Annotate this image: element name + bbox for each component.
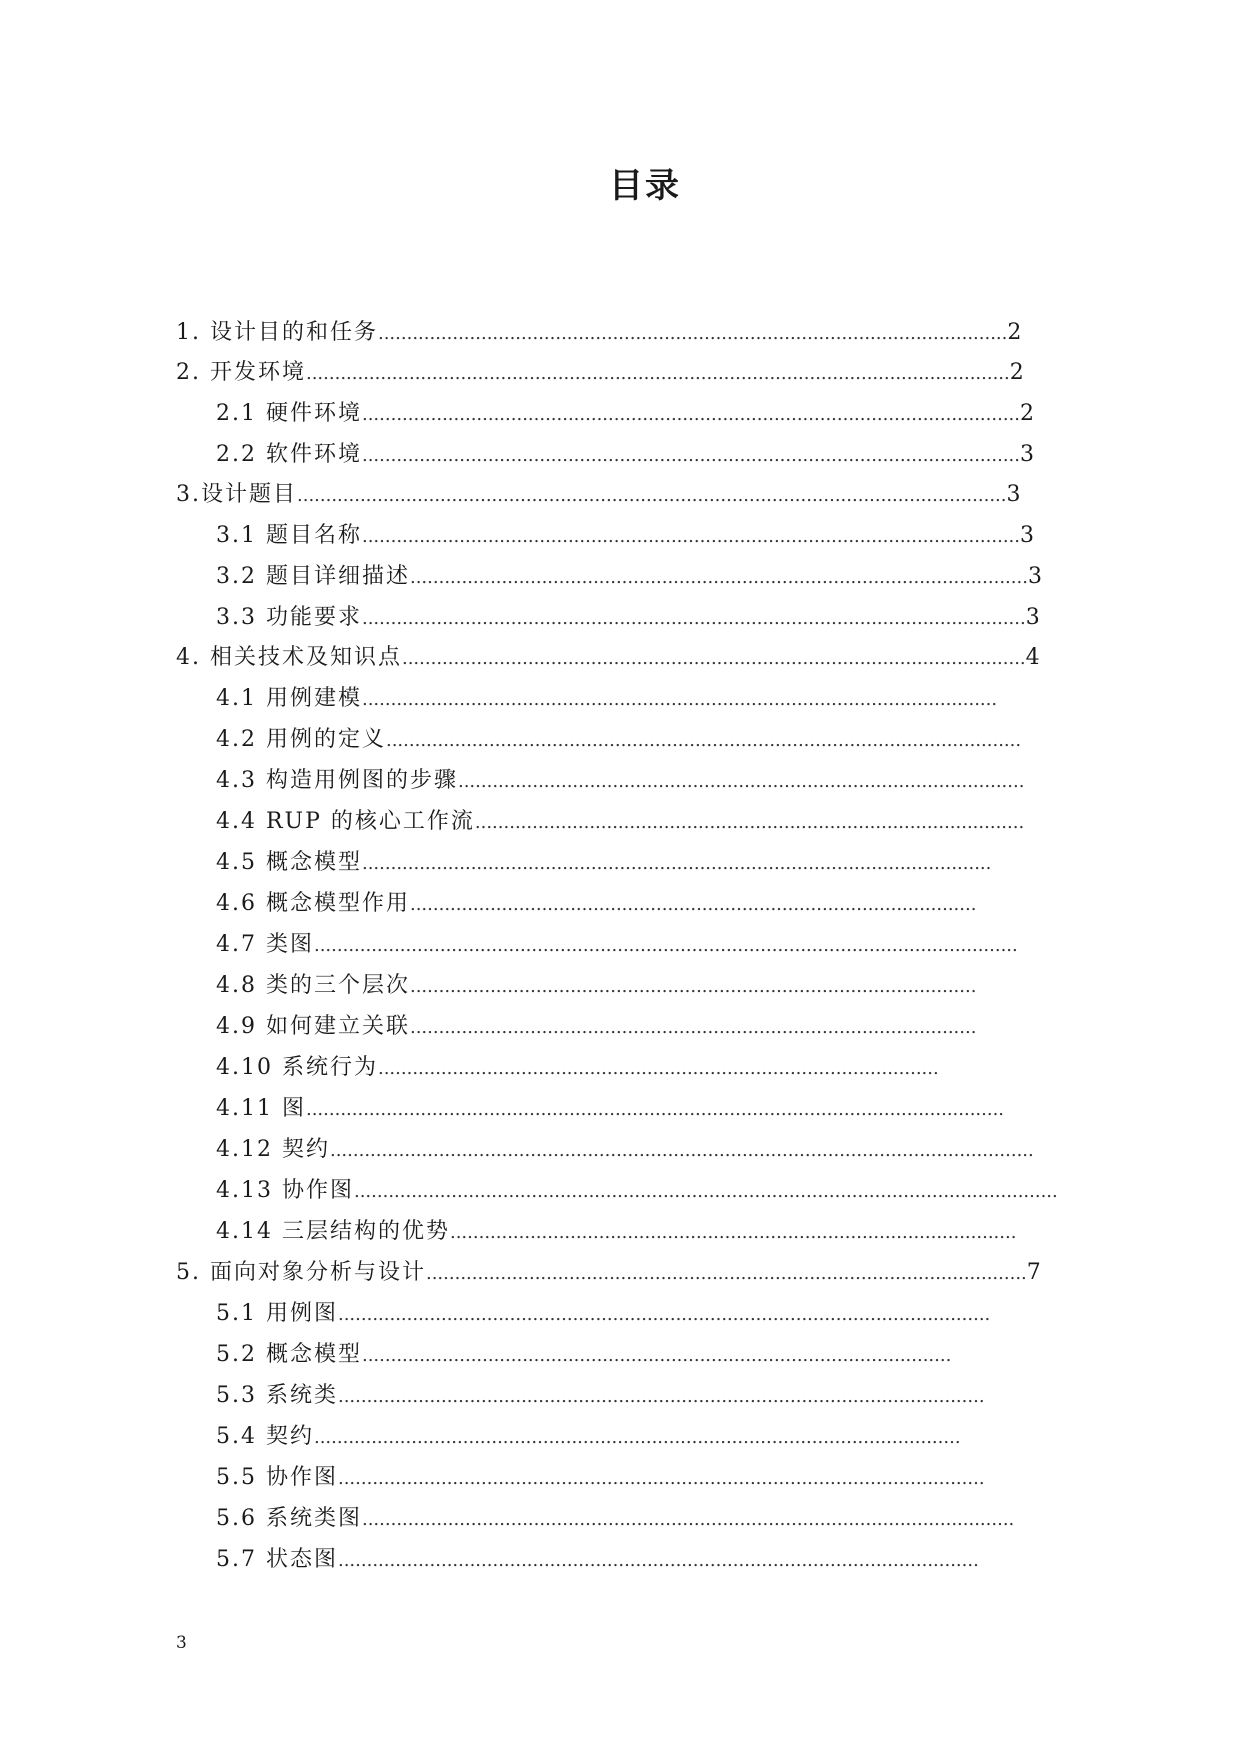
toc-entry[interactable] (176, 1258, 1072, 1288)
toc-entry[interactable] (216, 684, 1030, 714)
toc-leader-dots: ............................................................................................................... (361, 689, 998, 710)
toc-entry-page: 2 (1009, 360, 1024, 385)
page-number: 3 (176, 1633, 187, 1653)
toc-leader-dots: ........................................................................................................................... (313, 935, 1018, 956)
toc-entry-label: 3.3 功能要求 (216, 605, 362, 630)
toc-leader-dots: ................................................................................................................. (337, 1386, 985, 1407)
toc-entry-label: 4.10 系统行为 (216, 1055, 378, 1080)
toc-leader-dots: ................................................................................................... (449, 1222, 1017, 1243)
toc-entry-label: 4.1 用例建模 (216, 686, 362, 711)
toc-entry[interactable] (216, 1176, 1096, 1206)
toc-leader-dots: ........................................................................................................................... (329, 1140, 1034, 1161)
toc-entry[interactable] (176, 358, 1060, 388)
toc-leader-dots: ............................................................................................................ (409, 567, 1028, 588)
toc-leader-dots: ................................................................................................................... (361, 404, 1020, 425)
toc-leader-dots: ........................................................................................................................... (353, 1181, 1058, 1202)
toc-entry[interactable] (216, 1545, 1012, 1575)
toc-entry-label: 5.2 概念模型 (216, 1342, 362, 1367)
toc-entry-label: 4.8 类的三个层次 (216, 973, 410, 998)
toc-entry-label: 5.4 契约 (216, 1424, 314, 1449)
toc-entry-page: 3 (1019, 523, 1034, 548)
toc-entry-label: 4.5 概念模型 (216, 850, 362, 875)
toc-entry[interactable] (216, 725, 1056, 755)
toc-leader-dots: ................................................................................................................... (361, 445, 1020, 466)
toc-entry-label: 4.6 概念模型作用 (216, 891, 410, 916)
toc-leader-dots: ................................................................................................... (409, 894, 977, 915)
toc-entry[interactable] (176, 318, 1052, 348)
toc-entry[interactable] (216, 521, 1066, 551)
toc-entry-label: 4.2 用例的定义 (216, 727, 386, 752)
toc-entry-label: 5.5 协作图 (216, 1465, 338, 1490)
toc-leader-dots: ................................................................................................................ (337, 1550, 979, 1571)
toc-title: 目录 (609, 166, 681, 206)
toc-entry[interactable] (216, 971, 1006, 1001)
toc-entry[interactable] (216, 889, 1006, 919)
toc-entry[interactable] (216, 1504, 1046, 1534)
toc-entry[interactable] (216, 1381, 1020, 1411)
toc-leader-dots: ............................................................................................................. (401, 648, 1026, 669)
toc-leader-dots: .................................................................................................................. (337, 1304, 991, 1325)
toc-entry[interactable] (216, 930, 1056, 960)
toc-entry-page: 3 (1027, 564, 1042, 589)
toc-entry-label: 4.9 如何建立关联 (216, 1014, 410, 1039)
toc-entry-label: 4.3 构造用例图的步骤 (216, 768, 458, 793)
toc-entry[interactable] (216, 848, 1024, 878)
toc-entry-label: 2.2 软件环境 (216, 442, 362, 467)
toc-leader-dots: ................................................................................................................. (313, 1427, 961, 1448)
toc-entry-label: 3.2 题目详细描述 (216, 564, 410, 589)
toc-leader-dots: .......................................................................................................................... (305, 1099, 1005, 1120)
toc-leader-dots: ................................................................................................... (409, 1017, 977, 1038)
toc-entry-label: 4.14 三层结构的优势 (216, 1219, 450, 1244)
toc-entry-page: 2 (1019, 401, 1034, 426)
toc-entry-label: 5.3 系统类 (216, 1383, 338, 1408)
toc-entry[interactable] (216, 399, 1066, 429)
toc-entry-label: 4.7 类图 (216, 932, 314, 957)
toc-entry-label: 4. 相关技术及知识点 (176, 645, 402, 670)
toc-entry-page: 2 (1007, 320, 1022, 345)
toc-leader-dots: ....................................................................................................... (361, 1345, 952, 1366)
toc-entry[interactable] (216, 1053, 966, 1083)
toc-entry-label: 4.11 图 (216, 1096, 306, 1121)
toc-leader-dots: ............................................................................................................... (385, 730, 1022, 751)
toc-leader-dots: ................................................................................................... (457, 771, 1025, 792)
toc-entry[interactable] (216, 1135, 1070, 1165)
toc-leader-dots: .................................................................................................................... (361, 608, 1026, 629)
toc-entry-label: 4.13 协作图 (216, 1178, 354, 1203)
toc-entry[interactable] (176, 643, 1074, 673)
toc-entry[interactable] (216, 603, 1072, 633)
toc-entry-page: 7 (1026, 1260, 1041, 1285)
toc-entry[interactable] (216, 1340, 982, 1370)
toc-entry-label: 2.1 硬件环境 (216, 401, 362, 426)
toc-leader-dots: .................................................................................................................. (361, 1509, 1015, 1530)
toc-entry[interactable] (216, 1094, 1042, 1124)
toc-entry[interactable] (216, 1217, 1046, 1247)
toc-entry-page: 3 (1019, 442, 1034, 467)
toc-entry-label: 5.1 用例图 (216, 1301, 338, 1326)
toc-leader-dots: .................................................................................................. (377, 1058, 939, 1079)
toc-leader-dots: ................................................................................................................... (361, 526, 1020, 547)
toc-entry-label: 3.设计题目 (176, 482, 297, 507)
toc-entry[interactable] (216, 562, 1072, 592)
toc-entry[interactable] (216, 766, 1056, 796)
toc-entry-page: 3 (1006, 482, 1021, 507)
toc-entry-label: 3.1 题目名称 (216, 523, 362, 548)
toc-leader-dots: .............................................................................................................. (377, 323, 1008, 344)
toc-entry-label: 5.6 系统类图 (216, 1506, 362, 1531)
toc-leader-dots: ............................................................................................................................ (297, 485, 1007, 506)
toc-entry-page: 3 (1025, 605, 1040, 630)
toc-entry[interactable] (216, 1012, 1006, 1042)
toc-entry[interactable] (216, 1463, 1020, 1493)
toc-entry[interactable] (216, 807, 1056, 837)
toc-entry-label: 2. 开发环境 (176, 360, 306, 385)
toc-leader-dots: .............................................................................................................. (361, 853, 992, 874)
toc-entry-label: 5. 面向对象分析与设计 (176, 1260, 426, 1285)
toc-leader-dots: ................................................................................................... (409, 976, 977, 997)
toc-entry[interactable] (176, 480, 1060, 510)
toc-leader-dots: ................................................................................................................. (337, 1468, 985, 1489)
toc-entry-page: 4 (1025, 645, 1040, 670)
toc-entry-label: 5.7 状态图 (216, 1547, 338, 1572)
toc-leader-dots: ........................................................................................................................... (305, 363, 1010, 384)
toc-leader-dots: ......................................................................................................... (425, 1263, 1027, 1284)
toc-entry-label: 4.4 RUP 的核心工作流 (216, 809, 475, 834)
toc-entry[interactable] (216, 440, 1066, 470)
toc-entry[interactable] (216, 1299, 1026, 1329)
toc-leader-dots: ................................................................................................ (474, 812, 1025, 833)
toc-entry[interactable] (216, 1422, 994, 1452)
toc-entry-label: 1. 设计目的和任务 (176, 320, 378, 345)
toc-entry-label: 4.12 契约 (216, 1137, 330, 1162)
